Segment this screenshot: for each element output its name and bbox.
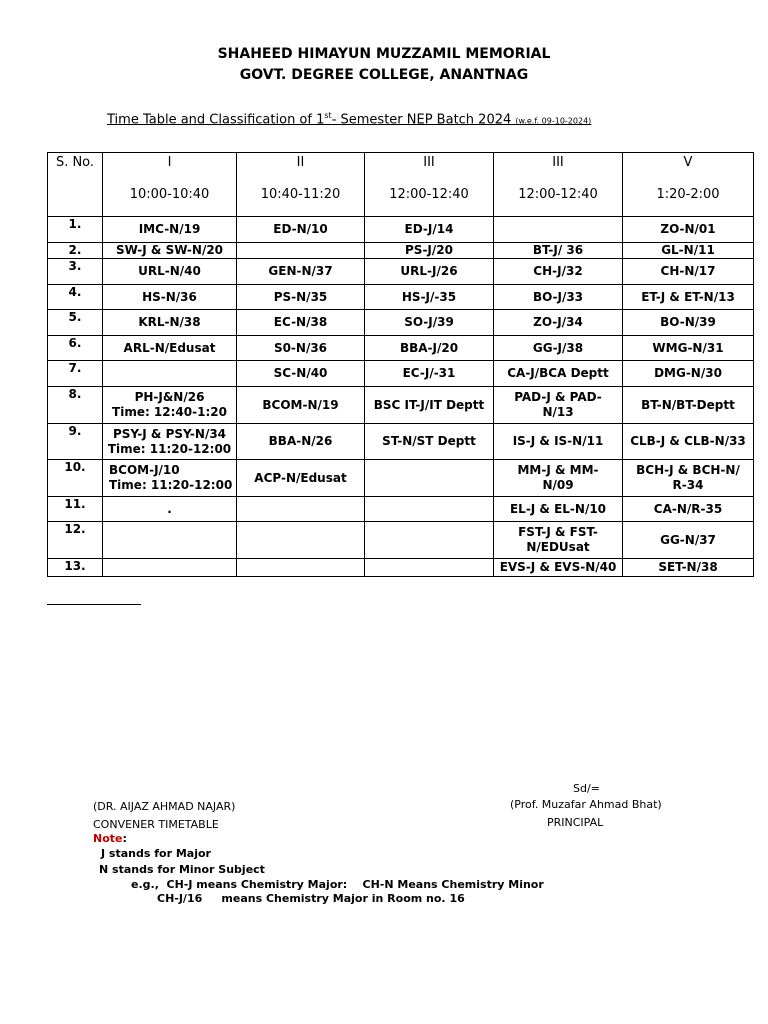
serial-number-cell: 5. xyxy=(48,310,103,336)
class-cell: BCOM-J/10 Time: 11:20-12:00 xyxy=(103,460,237,497)
class-cell: SC-N/40 xyxy=(237,361,365,387)
table-row xyxy=(48,559,754,577)
title-text-rest: - Semester NEP Batch 2024 xyxy=(331,112,516,128)
table-row xyxy=(48,310,754,336)
timetable xyxy=(47,152,754,577)
class-cell: CA-N/R-35 xyxy=(623,497,754,522)
principal-name: (Prof. Muzafar Ahmad Bhat) xyxy=(510,798,662,811)
serial-number-cell: 11. xyxy=(48,497,103,522)
class-cell: PS-J/20 xyxy=(365,243,494,259)
class-cell xyxy=(365,559,494,577)
class-cell: IS-J & IS-N/11 xyxy=(494,424,623,460)
table-row xyxy=(48,336,754,361)
table-row xyxy=(48,460,754,497)
serial-number-cell: 9. xyxy=(48,424,103,460)
effective-date: (w.e.f. 09-10-2024) xyxy=(515,116,592,126)
convener-title: CONVENER TIMETABLE xyxy=(93,818,219,831)
class-cell: . xyxy=(103,497,237,522)
class-cell: IMC-N/19 xyxy=(103,217,237,243)
signature-mark: Sd/= xyxy=(573,782,600,795)
period-header: V 1:20-2:00 xyxy=(623,153,754,217)
class-cell: FST-J & FST- N/EDUsat xyxy=(494,522,623,559)
class-cell: ACP-N/Edusat xyxy=(237,460,365,497)
class-cell: EL-J & EL-N/10 xyxy=(494,497,623,522)
class-cell: HS-J/-35 xyxy=(365,285,494,310)
class-cell xyxy=(237,497,365,522)
table-row xyxy=(48,243,754,259)
class-cell: BT-J/ 36 xyxy=(494,243,623,259)
class-cell: MM-J & MM- N/09 xyxy=(494,460,623,497)
class-cell: CH-N/17 xyxy=(623,259,754,285)
table-row xyxy=(48,424,754,460)
class-cell: KRL-N/38 xyxy=(103,310,237,336)
class-cell: BO-J/33 xyxy=(494,285,623,310)
note-line-major: J stands for Major xyxy=(101,847,211,860)
principal-title: PRINCIPAL xyxy=(547,816,604,829)
class-cell: EVS-J & EVS-N/40 xyxy=(494,559,623,577)
class-cell xyxy=(103,559,237,577)
college-name-line1: SHAHEED HIMAYUN MUZZAMIL MEMORIAL xyxy=(217,46,551,62)
period-header: III 12:00-12:40 xyxy=(494,153,623,217)
table-row xyxy=(48,217,754,243)
serial-number-cell: 7. xyxy=(48,361,103,387)
table-row xyxy=(48,361,754,387)
class-cell: EC-N/38 xyxy=(237,310,365,336)
separator-line xyxy=(47,604,141,605)
class-cell: PH-J&N/26 Time: 12:40-1:20 xyxy=(103,387,237,424)
serial-number-cell: 6. xyxy=(48,336,103,361)
class-cell: SET-N/38 xyxy=(623,559,754,577)
college-header xyxy=(0,44,768,86)
college-name-line2: GOVT. DEGREE COLLEGE, ANANTNAG xyxy=(239,67,529,83)
class-cell: ZO-J/34 xyxy=(494,310,623,336)
table-row xyxy=(48,285,754,310)
class-cell xyxy=(365,497,494,522)
serial-number-cell: 1. xyxy=(48,217,103,243)
convener-name: (DR. AIJAZ AHMAD NAJAR) xyxy=(93,800,236,813)
class-cell: CH-J/32 xyxy=(494,259,623,285)
class-cell: BBA-N/26 xyxy=(237,424,365,460)
class-cell: WMG-N/31 xyxy=(623,336,754,361)
class-cell xyxy=(365,522,494,559)
class-cell: BO-N/39 xyxy=(623,310,754,336)
class-cell: ST-N/ST Deptt xyxy=(365,424,494,460)
class-cell: GG-J/38 xyxy=(494,336,623,361)
class-cell: BSC IT-J/IT Deptt xyxy=(365,387,494,424)
class-cell: PSY-J & PSY-N/34 Time: 11:20-12:00 xyxy=(103,424,237,460)
class-cell: PS-N/35 xyxy=(237,285,365,310)
class-cell: CA-J/BCA Deptt xyxy=(494,361,623,387)
table-header-row xyxy=(48,153,754,217)
class-cell: ET-J & ET-N/13 xyxy=(623,285,754,310)
table-row xyxy=(48,387,754,424)
timetable-title xyxy=(107,111,591,127)
note-line-minor: N stands for Minor Subject xyxy=(99,863,265,876)
serial-number-cell: 8. xyxy=(48,387,103,424)
note-line-example: e.g., CH-J means Chemistry Major: CH-N Means Chemistry Minor xyxy=(131,878,544,891)
class-cell: URL-J/26 xyxy=(365,259,494,285)
note-label: Note: xyxy=(93,832,127,845)
class-cell: ED-J/14 xyxy=(365,217,494,243)
class-cell: EC-J/-31 xyxy=(365,361,494,387)
period-header: III 12:00-12:40 xyxy=(365,153,494,217)
note-line-room-example: CH-J/16 means Chemistry Major in Room no. 16 xyxy=(157,892,465,905)
title-superscript: st xyxy=(324,111,332,120)
class-cell: PAD-J & PAD- N/13 xyxy=(494,387,623,424)
class-cell: S0-N/36 xyxy=(237,336,365,361)
serial-number-cell: 10. xyxy=(48,460,103,497)
period-header: II 10:40-11:20 xyxy=(237,153,365,217)
convener-signature xyxy=(93,798,235,834)
class-cell: BCOM-N/19 xyxy=(237,387,365,424)
class-cell xyxy=(237,522,365,559)
class-cell xyxy=(103,522,237,559)
class-cell: HS-N/36 xyxy=(103,285,237,310)
serial-number-cell: 12. xyxy=(48,522,103,559)
class-cell xyxy=(237,243,365,259)
class-cell: BT-N/BT-Deptt xyxy=(623,387,754,424)
table-row xyxy=(48,497,754,522)
serial-number-cell: 2. xyxy=(48,243,103,259)
serial-number-cell: 13. xyxy=(48,559,103,577)
period-header: I 10:00-10:40 xyxy=(103,153,237,217)
class-cell: ED-N/10 xyxy=(237,217,365,243)
class-cell: URL-N/40 xyxy=(103,259,237,285)
serial-number-cell: 4. xyxy=(48,285,103,310)
class-cell xyxy=(494,217,623,243)
class-cell: ZO-N/01 xyxy=(623,217,754,243)
class-cell: GEN-N/37 xyxy=(237,259,365,285)
class-cell: SW-J & SW-N/20 xyxy=(103,243,237,259)
class-cell: ARL-N/Edusat xyxy=(103,336,237,361)
class-cell: BCH-J & BCH-N/ R-34 xyxy=(623,460,754,497)
table-row xyxy=(48,522,754,559)
title-text: Time Table and Classification of 1 xyxy=(107,112,325,128)
class-cell xyxy=(237,559,365,577)
sno-header: S. No. xyxy=(48,153,103,217)
class-cell xyxy=(103,361,237,387)
class-cell xyxy=(365,460,494,497)
class-cell: DMG-N/30 xyxy=(623,361,754,387)
class-cell: GL-N/11 xyxy=(623,243,754,259)
table-row xyxy=(48,259,754,285)
class-cell: BBA-J/20 xyxy=(365,336,494,361)
class-cell: GG-N/37 xyxy=(623,522,754,559)
serial-number-cell: 3. xyxy=(48,259,103,285)
class-cell: SO-J/39 xyxy=(365,310,494,336)
class-cell: CLB-J & CLB-N/33 xyxy=(623,424,754,460)
